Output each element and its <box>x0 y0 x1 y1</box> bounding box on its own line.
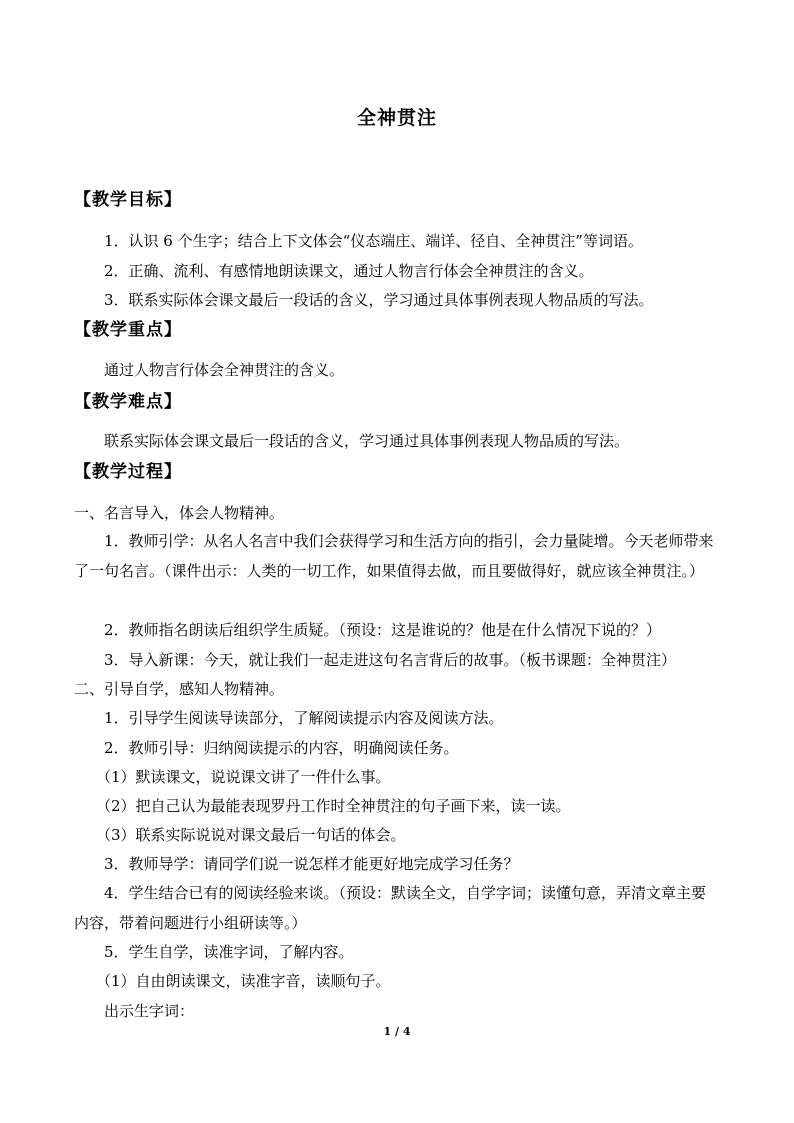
process-part1-item-3: 3．导入新课：今天，就让我们一起走进这句名言背后的故事。（板书课题：全神贯注） <box>104 651 677 669</box>
process-part2-item-9: （1）自由朗读课文，读准字音，读顺句子。 <box>96 972 391 990</box>
process-part2-item-4: （2）把自己认为最能表现罗丹工作时全神贯注的句子画下来，读一读。 <box>96 797 571 815</box>
difficulties-text: 联系实际体会课文最后一段话的含义，学习通过具体事例表现人物品质的写法。 <box>104 432 630 450</box>
process-part2-item-8: 5．学生自学，读准字词，了解内容。 <box>104 943 354 961</box>
process-part2-item-7: 4．学生结合已有的阅读经验来谈。（预设：默读全文，自学字词；读懂句意，弄清文章主要内容，带着问题进行小组研读等。） <box>74 884 707 932</box>
process-part1-item-2: 2．教师指名朗读后组织学生质疑。（预设：这是谁说的？他是在什么情况下说的？） <box>104 621 662 639</box>
process-part1-heading: 一、名言导入，体会人物精神。 <box>74 504 285 522</box>
process-part2-item-5: （3）联系实际说说对课文最后一句话的体会。 <box>96 826 406 844</box>
process-part2-item-6: 3．教师导学：请同学们说一说怎样才能更好地完成学习任务？ <box>104 855 519 873</box>
difficulties-heading: 【教学难点】 <box>74 392 182 412</box>
objective-item-1: 1．认识 6 个生字；结合上下文体会“仪态端庄、端详、径自、全神贯注”等词语。 <box>104 232 643 250</box>
process-part2-item-10: 出示生字词： <box>104 1002 195 1020</box>
process-part2-heading: 二、引导自学，感知人物精神。 <box>74 680 285 698</box>
objective-item-3: 3．联系实际体会课文最后一段话的含义，学习通过具体事例表现人物品质的写法。 <box>104 291 654 309</box>
page-number: 1 / 4 <box>383 1025 411 1038</box>
objectives-heading: 【教学目标】 <box>74 190 182 210</box>
key-points-heading: 【教学重点】 <box>74 320 182 340</box>
process-part2-item-1: 1．引导学生阅读导读部分，了解阅读提示内容及阅读方法。 <box>104 709 504 727</box>
process-part2-item-3: （1）默读课文，说说课文讲了一件什么事。 <box>96 768 391 786</box>
process-part1-item-1: 1．教师引学：从名人名言中我们会获得学习和生活方向的指引，会力量陡增。今天老师带来了一句名言。（课件出示：人类的一切工作，如果值得去做，而且要做得好，就应该全神贯注。） <box>74 532 714 580</box>
process-heading: 【教学过程】 <box>74 462 182 482</box>
process-part2-item-2: 2．教师引导：归纳阅读提示的内容，明确阅读任务。 <box>104 739 459 757</box>
key-points-text: 通过人物言行体会全神贯注的含义。 <box>104 361 345 379</box>
objective-item-2: 2．正确、流利、有感情地朗读课文，通过人物言行体会全神贯注的含义。 <box>104 262 594 280</box>
document-title: 全神贯注 <box>356 107 437 129</box>
